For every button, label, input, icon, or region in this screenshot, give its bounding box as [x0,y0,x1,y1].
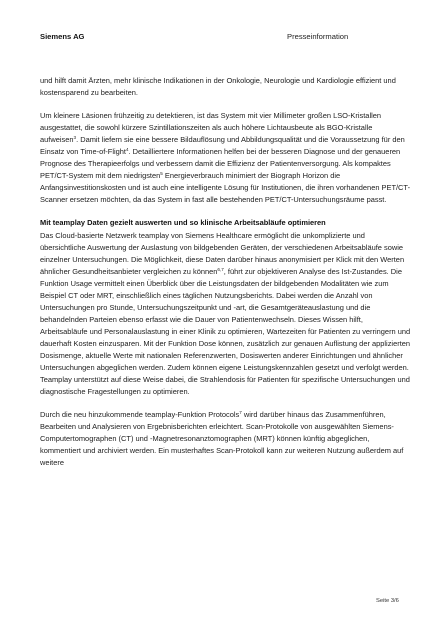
paragraph-1: und hilft damit Ärzten, mehr klinische Indikationen in der Onkologie, Neurologie und Kardiologie effizient und kostensparend zu bearbeiten. [40,76,396,98]
paragraph-4-text-1: Durch die neu hinzukommende teamplay-Funktion Protocols [40,410,240,420]
footnote-ref: 3 [73,135,77,141]
footnote-ref: 5 [160,171,163,177]
paragraph-2-text-2: . Damit liefern sie eine bessere Bildauflösung und Abbildungsqualität und die Voraussetzung für den Einsatz von Time-of-Flight [40,135,405,157]
paragraph-4 [40,409,412,469]
paragraph-3-text-1: Das Cloud-basierte Netzwerk teamplay von Siemens Healthcare ermöglicht die unkomplizierte und übersichtliche Auswertung der Auslastung von bildgebenden Geräten, der verschiedenen Arbeitsabläufe sowie einzelner Untersuchungen. Die Möglichkeit, diese Daten darüber hinaus anonymisiert per Klick mit den Werten ähnlicher Gesundheitsanbieter vergleichen zu können [40,230,405,276]
paragraph-2-text-3: . Detailliertere Informationen helfen bei der besseren Diagnose und der genaueren Prognose des Therapieerfolgs und verbessern damit die Effizienz der Patientenversorgung. Als kompaktes PET/CT-System mit dem niedrigsten [40,147,401,181]
paragraph-2-text-4: Energieverbrauch minimiert der Biograph Horizon die Anfangsinvestitionskosten und ist auch eine intelligente Lösung für Institutionen, die ihren vorhandenen PET/CT-Scanner ersetzen möchten, da das System in fast alle bestehenden PET/CT-Untersuchungsräume passt. [40,171,411,205]
paragraph-2-text-1: Um kleinere Läsionen frühzeitig zu detektieren, ist das System mit vier Millimeter großen LSO-Kristallen ausgestattet, die sowohl kürzere Szintillationszeiten als auch höhere Lichtausbeute als BGO-Kristalle aufweisen [40,111,382,145]
paragraph-4-text-2: wird darüber hinaus das Zusammenführen, Bearbeiten und Analysieren von Ergebnisberichten erleichtert. Scan-Protokolle von ausgewählten Siemens-Computertomographen (CT) und -Magnetresonanztomographen (MRT) können künftig abgeglichen, kommentiert und archiviert werden. Ein musterhaftes Scan-Protokoll kann zur weiteren Nutzung außerdem auf weitere [40,410,404,468]
footnote-ref: 6,7 [217,266,224,272]
body-text [40,75,412,469]
section-heading: Mit teamplay Daten gezielt auswerten und so klinische Arbeitsabläufe optimieren [40,218,326,228]
paragraph-2 [40,110,412,206]
header-company: Siemens AG [40,32,85,41]
paragraph-3-text-2: , führt zur objektiveren Analyse des Ist-Zustandes. Die Funktion Usage vermittelt einen Überblick über die Leistungsdaten der bildgebenden Modalitäten wie zum Beispiel CT oder MRT, einschließlich eines täglichen Nutzungsberichts. Dabei werden die Anzahl von Untersuchungen pro Stunde, Untersuchungszeitpunkt und -art, die Gesamtgeräteauslastung und die behandelnden Parteien ebenso erfasst wie die Dauer von Patientenwechseln. Dieses Wissen hilft, Arbeitsabläufe und Personalauslastung in einer Klinik zu optimieren, Wartezeiten für Patienten zu verringern und dauerhaft Kosten einzusparen. Mit der Funktion Dose können, zusätzlich zur genauen Auflistung der applizierten Dosismenge, aktuelle Werte mit nationalen Referenzwerten, Dosiswerten anderer Einrichtungen und ähnlicher Untersuchungen abgeglichen werden. Zudem können eigene Leistungskennzahlen gesetzt und verfolgt werden. Teamplay unterstützt auf diese Weise dabei, die Strahlendosis für Patienten für spezifische Untersuchungen und diagnostische Fragestellungen zu optimieren. [40,266,411,397]
page-number: Seite 3/6 [376,598,399,604]
header-doc-type: Presseinformation [287,32,349,41]
footnote-ref: 4 [125,147,129,153]
footnote-ref: 7 [239,410,242,416]
paragraph-3 [40,230,412,399]
